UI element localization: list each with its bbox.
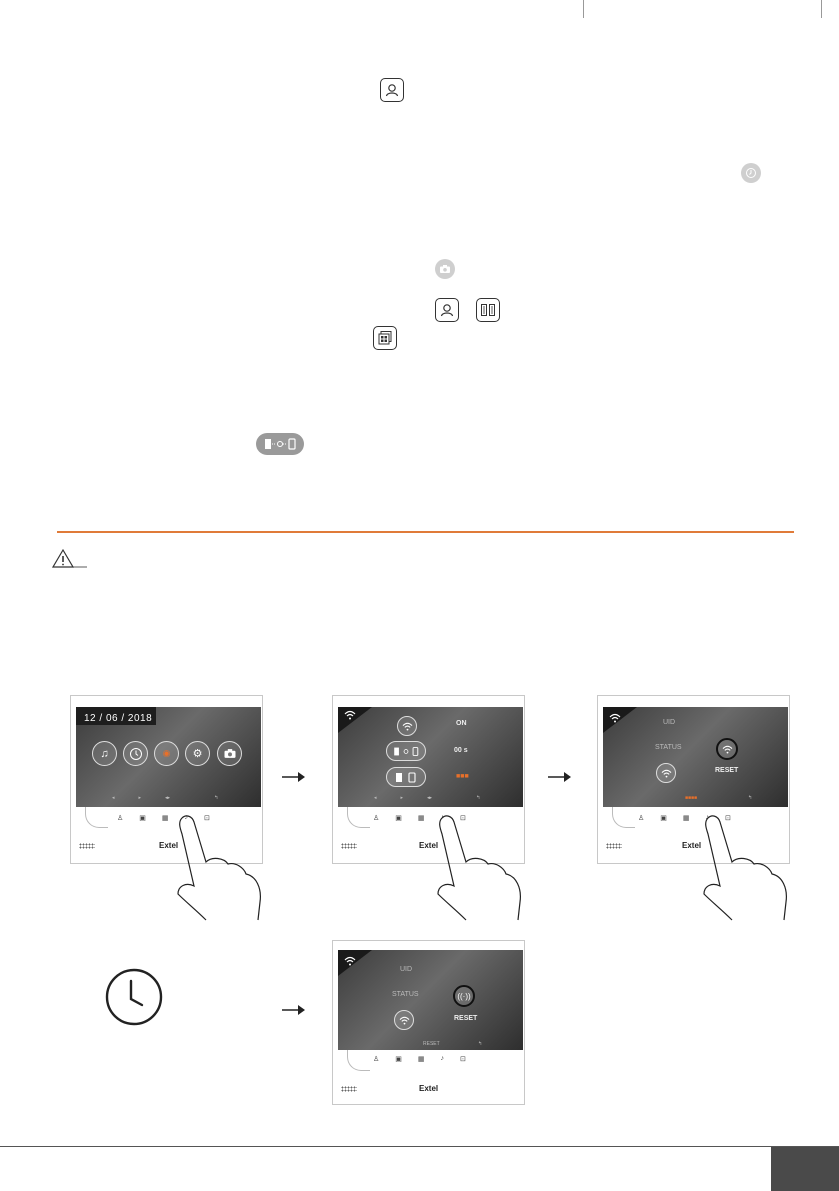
monitor-curve xyxy=(85,807,108,828)
timer-icon xyxy=(741,163,761,183)
broadcast-icon[interactable]: ((·)) xyxy=(453,985,475,1007)
arrow-right-icon xyxy=(282,1003,306,1021)
uid-label: UID xyxy=(400,966,413,973)
transfer-icon xyxy=(256,433,304,455)
gallery-icon xyxy=(373,326,397,350)
settings-icon[interactable]: ⚙ xyxy=(185,741,210,766)
monitor-screen xyxy=(338,950,523,1050)
speaker-grille xyxy=(341,843,357,849)
hand-pointer-icon xyxy=(432,812,524,922)
status-label: STATUS xyxy=(392,991,419,998)
camera-icon xyxy=(435,259,455,279)
wifi-icon xyxy=(344,953,356,971)
uid-label: UID xyxy=(663,719,676,726)
bottom-reset-label: RESET xyxy=(423,1041,440,1047)
crop-mark xyxy=(583,0,584,18)
footer-divider xyxy=(0,1146,839,1147)
page-number-box xyxy=(771,1147,839,1191)
crop-mark xyxy=(821,0,822,18)
monitor-curve xyxy=(347,1050,370,1071)
speaker-grille xyxy=(79,843,95,849)
wifi-toggle-icon[interactable] xyxy=(397,716,417,736)
hand-pointer-icon xyxy=(172,812,264,922)
monitor-curve xyxy=(612,807,635,828)
brand-logo: Extel xyxy=(419,841,439,850)
door-icon xyxy=(476,298,500,322)
back-icon: ↰ xyxy=(478,1041,483,1047)
arrow-right-icon xyxy=(282,770,306,788)
monitor-wifi-connected xyxy=(332,940,525,1105)
camera-icon[interactable] xyxy=(217,741,242,766)
highlight-value: ■■■ xyxy=(456,773,469,780)
reset-icon[interactable] xyxy=(716,738,738,760)
wifi-status-icon[interactable] xyxy=(394,1010,414,1030)
arrow-right-icon xyxy=(548,770,572,788)
monitor-screen xyxy=(338,707,523,807)
highlight-value: ■■■■ xyxy=(685,795,698,801)
person-icon xyxy=(380,78,404,102)
person-icon xyxy=(435,298,459,322)
monitor-buttons[interactable]: ♙ ▣ ▦ ♪ ⊡ xyxy=(373,1055,466,1063)
status-label: STATUS xyxy=(655,744,682,751)
monitor-buttons[interactable]: ♙ ▣ ▦ ♪ ⊡ xyxy=(638,814,731,822)
reset-label: RESET xyxy=(715,767,739,774)
monitor-screen xyxy=(76,707,261,807)
music-icon[interactable]: ♫ xyxy=(92,741,117,766)
door-phone-icon[interactable] xyxy=(386,767,426,787)
brand-logo: Extel xyxy=(682,841,702,850)
monitor-screen xyxy=(603,707,788,807)
monitor-buttons[interactable]: ♙ ▣ ▦ ♪ ⊡ xyxy=(117,814,210,822)
monitor-buttons[interactable]: ♙ ▣ ▦ ♪ ⊡ xyxy=(373,814,466,822)
warning-icon xyxy=(51,548,89,575)
monitor-curve xyxy=(347,807,370,828)
screen-softkeys: ◂ ▸ ◂▸ ↰ xyxy=(374,795,481,801)
speaker-grille xyxy=(606,843,622,849)
speaker-grille xyxy=(341,1086,357,1092)
wifi-status-value: ON xyxy=(456,720,467,727)
wifi-status-icon[interactable] xyxy=(656,763,676,783)
transfer-icon[interactable] xyxy=(386,741,426,761)
reset-label: RESET xyxy=(454,1015,478,1022)
clock-icon[interactable] xyxy=(123,741,148,766)
back-icon: ↰ xyxy=(748,795,753,801)
wifi-icon[interactable]: ◉ xyxy=(154,741,179,766)
section-divider xyxy=(57,531,794,533)
timer-value: 00 s xyxy=(454,747,468,754)
brand-logo: Extel xyxy=(159,841,179,850)
clock-icon xyxy=(104,967,164,1032)
brand-logo: Extel xyxy=(419,1084,439,1093)
screen-softkeys: ◂ ▸ ◂▸ ↰ xyxy=(112,795,219,801)
wifi-icon xyxy=(344,710,356,722)
wifi-icon xyxy=(609,710,621,728)
hand-pointer-icon xyxy=(698,812,790,922)
date-display: 12 / 06 / 2018 xyxy=(84,713,153,724)
